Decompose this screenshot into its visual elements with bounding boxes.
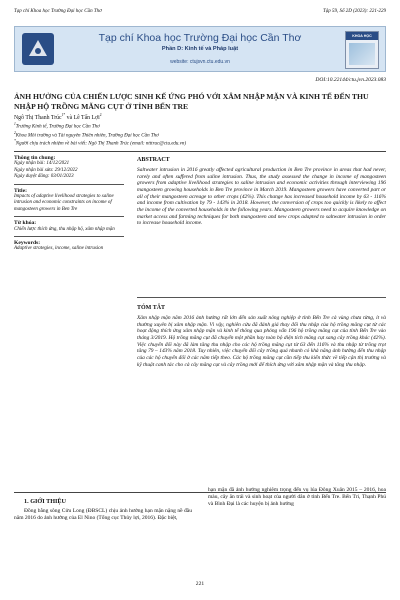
authors: Ngô Thị Thanh Trúc$^{1*}$ và Lê Tấn Lợi$^2$ (14, 113, 102, 121)
article-info-sidebar (14, 155, 124, 253)
university-logo-icon (21, 32, 55, 66)
accepted-date: Ngày duyệt đăng: 03/01/2023 (14, 174, 74, 180)
tomtat-heading: TÓM TẮT (137, 305, 166, 311)
journal-cover-thumbnail (345, 31, 379, 69)
intro-left-column: Đồng bằng sông Cửu Long (ĐBSCL) chịu ảnh hưởng hạn mặn nặng nề đầu năm 2016 do ảnh hưởng của El Nino (Tổng cục Thủy lợi, 2016). Đặc biệt, (14, 508, 192, 521)
banner-subtitle: Phần D: Kinh tế và Pháp luật (161, 46, 239, 52)
intro-heading: 1. GIỚI THIỆU (24, 498, 67, 505)
corresponding-author: *Người chịu trách nhiệm về bài viết: Ngô Thị Thanh Trúc (email: ntttruc@ctu.edu.vn) (14, 139, 187, 147)
journal-name-header: Tạp chí Khoa học Trường Đại học Cần Thơ (14, 9, 102, 14)
doi[interactable]: DOI:10.22144/ctu.jvn.2023.083 (315, 77, 386, 83)
affiliation-1: $^1$Trường Kinh tế, Trường Đại học Cần Thơ (14, 122, 100, 130)
abstract-divider (137, 297, 386, 298)
info-heading: Thông tin chung: (14, 155, 56, 161)
affiliation-2: $^2$Khoa Môi trường và Tài nguyên Thiên nhiên, Trường Đại học Cần Thơ (14, 131, 159, 139)
journal-banner (14, 26, 386, 72)
header-divider (14, 151, 386, 152)
keywords-list: Adaptive strategies, income, saline intrusion (14, 246, 104, 252)
abstract-heading: ABSTRACT (137, 157, 170, 163)
intro-right-column: hạn mặn đã ảnh hưởng nghiêm trọng đến vụ lúa Đông Xuân 2015 – 2016, hoa màu, cây ăn trái và sinh hoạt của người dân ở tỉnh Bến Tre. Bến Tri, Thạnh Phú và Bình Đại là các huyện bị ảnh hưởng (208, 487, 386, 507)
revised-date: Ngày nhận bài sửa: 29/12/2022 (14, 167, 78, 173)
keywords-heading: Keywords: (14, 240, 41, 247)
volume-header: Tập 59, Số 2D (2023): 221-229 (322, 9, 386, 14)
tomtat-body: Xâm nhập mặn năm 2016 ảnh hưởng rất lớn đến sản xuất nông nghiệp ở tỉnh Bến Tre cả vùng chưa từng, ít và thường xuyên bị xâm nhập mặn. Vì vậy, nghiên cứu đã đánh giá thay đổi thu nhập của hộ trồng măng cụt từ các hoạt động thích ứng xâm nhập mặn và kinh tế thông qua phỏng vấn 196 hộ trồng măng cụt của tỉnh Bến Tre vào tháng 3/2019. Hộ trồng măng cụt đã chuyển một phần hay toàn bộ diện tích măng cụt sang cây trồng khác (42%). Việc chuyển đổi này đã làm tăng thu nhập cho các hộ trồng măng cụt từ 63 đến 116% và thu nhập từ trồng trọt tăng 79 – 143% năm 2018. Tuy nhiên, việc chuyển đổi cây trồng quá nhanh có khả năng ảnh hưởng đến thu nhập của các hộ chuyển đổi ở các năm tiếp theo. Các hộ trồng măng cụt cần tiếp thu kiến thức về tiếp cận thị trường và kỹ thuật canh tác cho cả cây măng cụt và cây trồng mới để thích ứng với xâm nhập mặn và tăng thu nhập. (137, 315, 386, 368)
banner-website[interactable]: website: ctujsvn.ctu.edu.vn (170, 59, 230, 65)
abstract-body: Saltwater intrusion in 2016 greatly affected agricultural production in Ben Tre province in areas that had never, rarely and often suffered from saline intrusion. Thus, the study assessed the change in income of mangosteen growers from adaptive livelihood strategies to saline intrusion and economic activities through interviewing 196 mangosteen growing households in Ben Tre province in March 2019. Mangosteen growers have converted part or all of their mangosteen acreage to other crops (42%). This change has increased household income by 63 - 116% and income from cultivation by 79 - 143% in 2018. However, the conversion of crops too quickly is likely to affect the income of the converted households in the following years. Mangosteen growers need to acquire knowledge on market access and farming techniques for both mangosteen and new crops adapted to saltwater intrusion in order to increase household income. (137, 167, 386, 227)
title-heading: Title: (14, 187, 27, 194)
cover-label: KHOA HỌC (352, 33, 372, 38)
english-title: Impacts of adaptive livelihood strategies to saline intrusion and economic constraints on income of mangosteen growers in Ben Tre (14, 194, 114, 212)
received-date: Ngày nhận bài: 14/12/2021 (14, 161, 70, 167)
banner-title: Tạp chí Khoa học Trường Đại học Cần Thơ (98, 32, 302, 44)
running-head (14, 9, 386, 19)
article-title: ẢNH HƯỞNG CỦA CHIẾN LƯỢC SINH KẾ ỨNG PHÓ VỚI XÂM NHẬP MẶN VÀ KINH TẾ ĐẾN THU NHẬP HỘ TRỒNG MĂNG CỤT Ở TỈNH BẾN TRE (14, 92, 369, 111)
tukhoa-list: Chiến lược thích ứng, thu nhập hộ, xâm nhập mặn (14, 226, 115, 232)
page-number: 221 (195, 581, 205, 587)
tukhoa-heading: Từ khóa: (14, 220, 37, 227)
